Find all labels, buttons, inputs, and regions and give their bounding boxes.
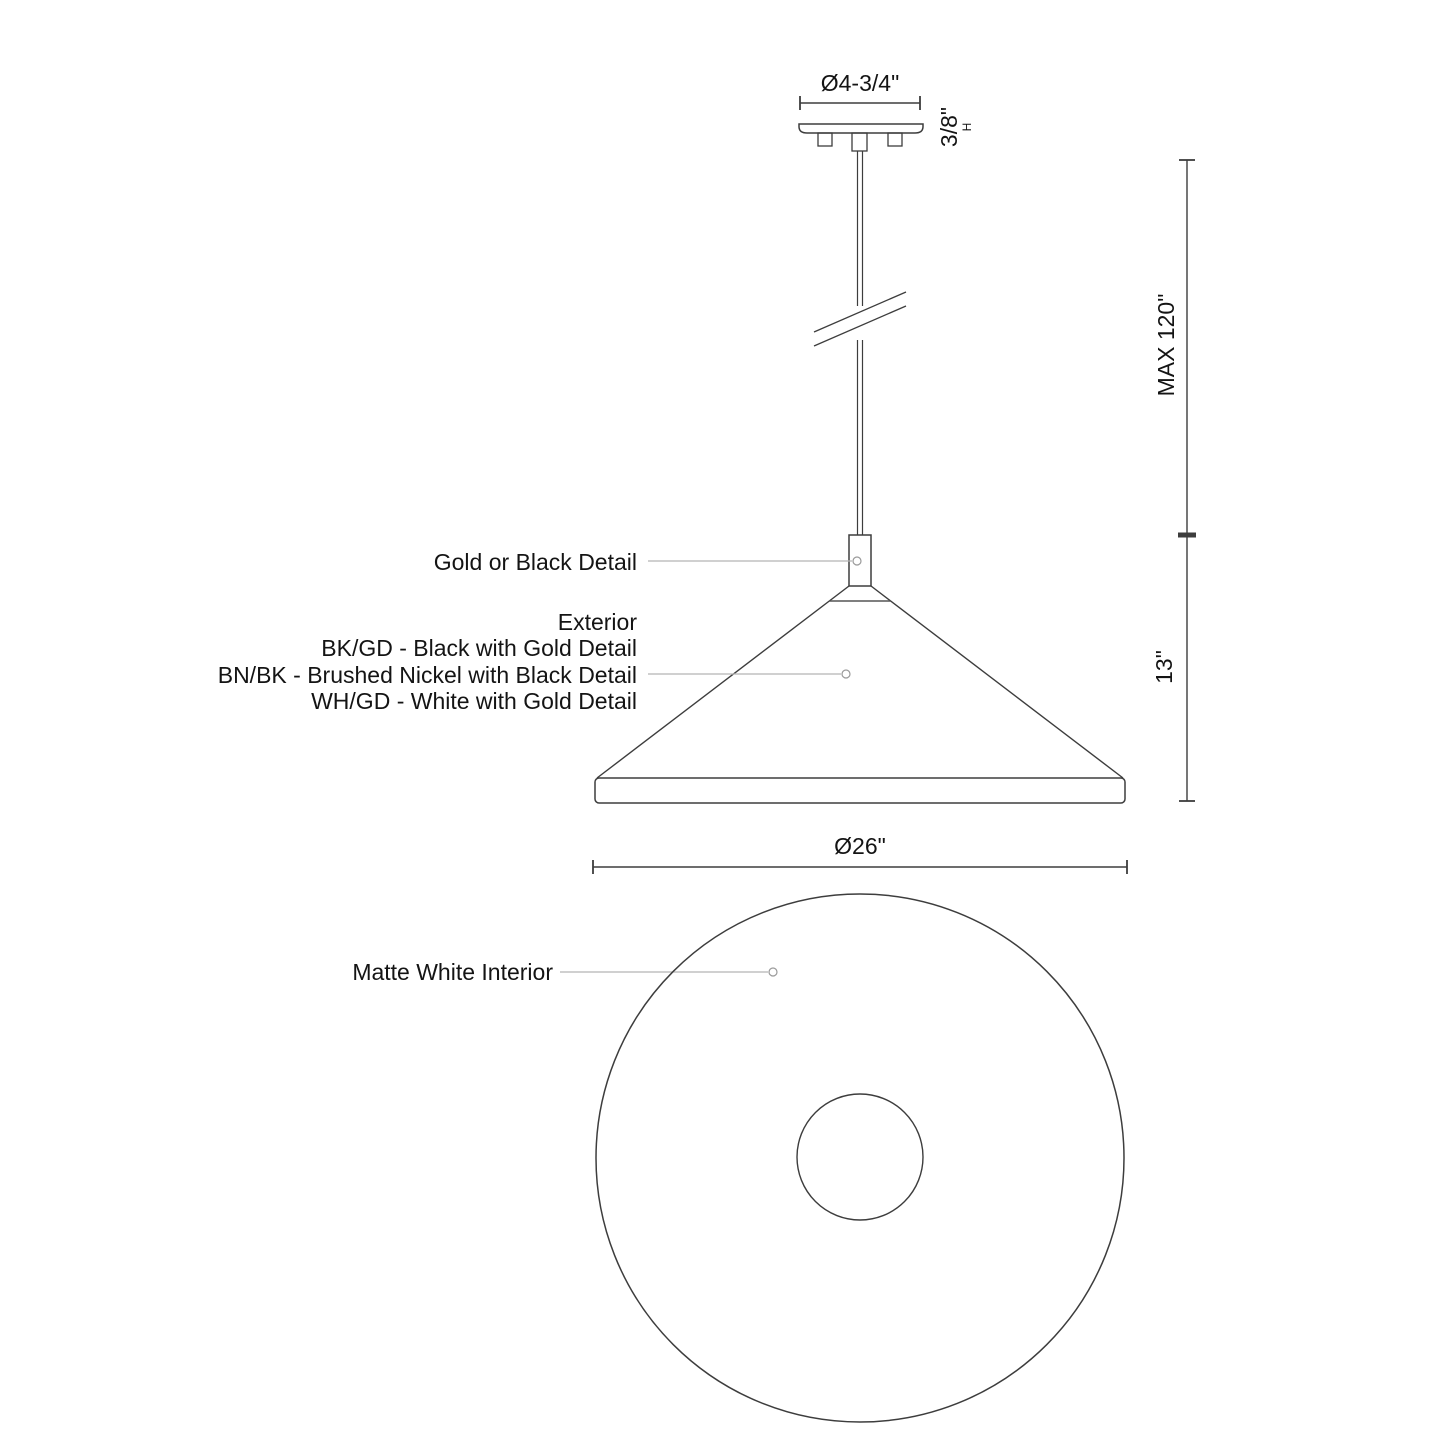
shade-height-label: 13" bbox=[1151, 650, 1177, 684]
shade-rim bbox=[595, 778, 1125, 803]
canopy-height-label bbox=[937, 104, 975, 150]
interior-callout-marker bbox=[769, 968, 777, 976]
exterior-callout-block bbox=[157, 609, 637, 714]
exterior-option-whgd: WH/GD - White with Gold Detail bbox=[311, 687, 637, 714]
max-suspension-label: MAX 120" bbox=[1153, 293, 1179, 397]
bottom-view-inner-circle bbox=[797, 1094, 923, 1220]
canopy-screw-right bbox=[888, 133, 902, 146]
detail-callout-marker bbox=[853, 557, 861, 565]
canopy-diameter-label: Ø4-3/4" bbox=[820, 70, 900, 96]
shared-dim-tick-middle bbox=[1178, 533, 1196, 538]
canopy-plate bbox=[799, 124, 923, 133]
exterior-callout-marker bbox=[842, 670, 850, 678]
canopy-stem bbox=[852, 133, 867, 151]
shade-diameter-label: Ø26" bbox=[834, 833, 886, 859]
detail-callout-label: Gold or Black Detail bbox=[433, 549, 637, 575]
cone-right-slope bbox=[871, 586, 1123, 778]
interior-callout-label: Matte White Interior bbox=[352, 959, 553, 985]
canopy-screw-left bbox=[818, 133, 832, 146]
bottom-view-outer-circle bbox=[596, 894, 1124, 1422]
exterior-option-bnbk: BN/BK - Brushed Nickel with Black Detail bbox=[217, 661, 637, 688]
canopy-height-unit: H bbox=[960, 122, 974, 132]
exterior-option-bkgd: BK/GD - Black with Gold Detail bbox=[321, 635, 637, 662]
canopy-height-value: 3/8" bbox=[936, 106, 962, 148]
exterior-title: Exterior bbox=[557, 609, 637, 635]
